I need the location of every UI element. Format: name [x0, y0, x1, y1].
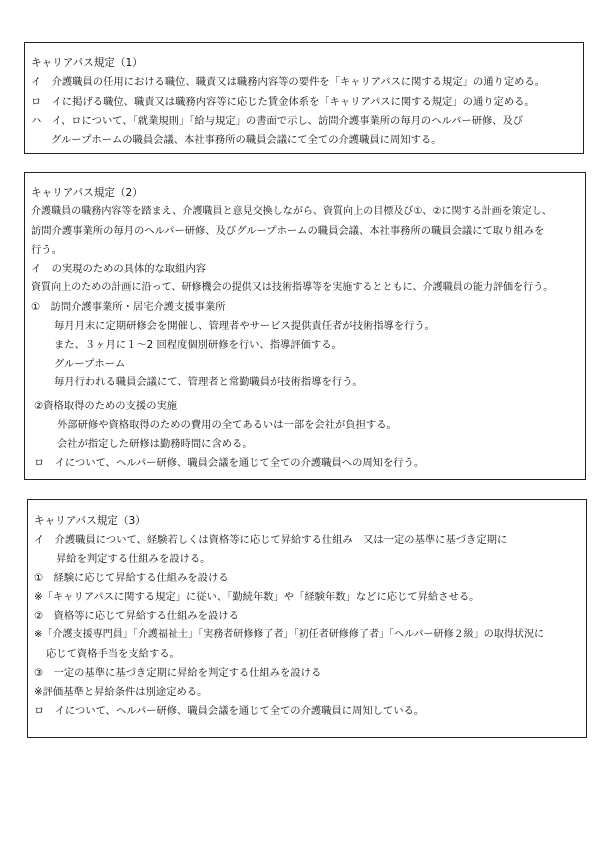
section-1-line: イ 介護職員の任用における職位、職責又は職務内容等の要件を「キャリアパスに関する規定」の通り定める。 [31, 76, 546, 88]
section-3-line: ① 経験に応じて昇給する仕組みを設ける [34, 572, 229, 584]
section-3-line: ※「介護支援専門員」「介護福祉士」「実務者研修修了者」「初任者研修修了者」「ヘルパー研修２級」の取得状況に [34, 629, 545, 640]
section-2-title: キャリアパス規定（2） [31, 187, 143, 199]
section-3-title: キャリアパス規定（3） [34, 515, 146, 527]
section-2-line: 行う。 [31, 244, 62, 256]
section-2-line: ① 訪問介護事業所・居宅介護支援事業所 [31, 301, 226, 313]
section-2-line: 会社が指定した研修は勤務時間に含める。 [57, 438, 253, 450]
section-3-line: イ 介護職員について、経験若しくは資格等に応じて昇給する仕組み 又は一定の基準に基づき定期に [34, 534, 508, 546]
section-2-line: 毎月行われる職員会議にて、管理者と常勤職員が技術指導を行う。 [54, 376, 363, 388]
section-2-line: 毎月月末に定期研修会を開催し、管理者やサービス提供責任者が技術指導を行う。 [54, 320, 435, 332]
section-2-line: ②資格取得のための支援の実施 [34, 400, 178, 412]
section-1-title: キャリアパス規定（1） [31, 57, 143, 69]
section-2-line: ロ イについて、ヘルパー研修、職員会議を通じて全ての介護職員への周知を行う。 [34, 457, 425, 469]
section-3-line: ② 資格等に応じて昇給する仕組みを設ける [34, 610, 239, 622]
section-1-line: グループホームの職員会議、本社事務所の職員会議にて全ての介護職員に周知する。 [51, 134, 442, 146]
section-2-line: 訪問介護事業所の毎月のヘルパー研修、及びグループホームの職員会議、本社事務所の職員会議にて取り組みを [31, 225, 545, 237]
section-2-line: 介護職員の職務内容等を踏まえ、介護職員と意見交換しながら、資質向上の目標及び①、②に関する計画を策定し、 [31, 206, 552, 217]
section-3-line: ③ 一定の基準に基づき定期に昇給を判定する仕組みを設ける [34, 667, 322, 679]
section-3-line: ※「キャリアパスに関する規定」に従い、「勤続年数」や「経験年数」などに応じて昇給させる。 [34, 591, 480, 603]
section-1-line: ハ イ、ロについて、「就業規則」「給与規定」の書面で示し、訪問介護事業所の毎月のヘルパー研修、及び [31, 115, 524, 127]
section-2-line: イ の実現のための具体的な取組内容 [31, 263, 207, 275]
section-3-line: ロ イについて、ヘルパー研修、職員会議を通じて全ての介護職員に周知している。 [34, 705, 425, 717]
section-2-line: 外部研修や資格取得のための費用の全てあるいは一部を会社が負担する。 [57, 419, 397, 431]
section-2-line: グループホーム [54, 358, 126, 370]
section-3-line: 応じて資格手当を支給する。 [46, 648, 180, 660]
section-1-line: ロ イに掲げる職位、職責又は職務内容等に応じた賃金体系を「キャリアパスに関する規定」の通り定める。 [31, 96, 535, 108]
section-2-line: また、３ヶ月に１〜2 回程度個別研修を行い、指導評価する。 [54, 339, 342, 351]
section-2-line: 資質向上のための計画に沿って、研修機会の提供又は技術指導等を実施するとともに、介護職員の能力評価を行う。 [31, 282, 554, 293]
section-3-line: ※評価基準と昇給条件は別途定める。 [34, 686, 208, 698]
section-3-line: 昇給を判定する仕組みを設ける。 [56, 553, 211, 565]
